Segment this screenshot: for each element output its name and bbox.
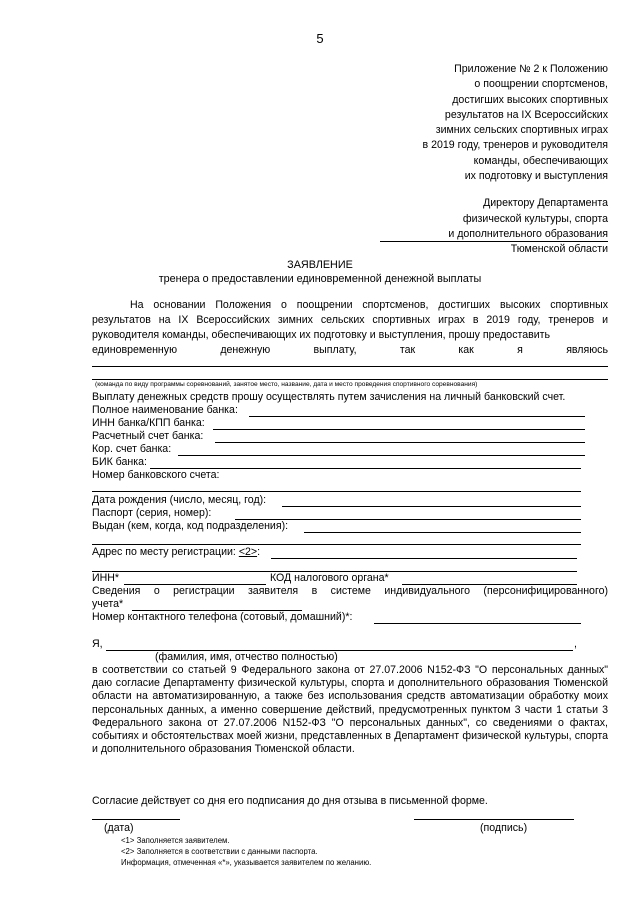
footnote-2-link[interactable]: <2> — [238, 546, 258, 558]
appendix-line: зимних сельских спортивных играх — [435, 124, 608, 137]
appendix-line: результатов на IX Всероссийских — [444, 108, 608, 121]
recipient-line: Тюменской области — [510, 243, 608, 256]
intro-last-line: единовременную денежную выплату, так как я являюсь — [92, 344, 608, 356]
bank-intro: Выплату денежных средств прошу осуществлять путем зачисления на личный банковский счет. — [92, 391, 566, 403]
intro-paragraph — [92, 298, 608, 344]
footnote-optional: Информация, отмеченная «*», указывается заявителем по желанию. — [121, 858, 372, 867]
issued-by-label: Выдан (кем, когда, код подразделения): — [92, 520, 289, 532]
bank-corr-field[interactable] — [178, 455, 585, 456]
command-caption: (команда по виду программы соревнований, занятое место, название, дата и место проведения спортивного соревнования) — [95, 381, 478, 388]
appendix-line: команды, обеспечивающих — [473, 154, 608, 167]
bank-account-number-field[interactable] — [92, 491, 581, 492]
addressee-block — [348, 62, 608, 258]
address-label: Адрес по месту регистрации: — [92, 546, 239, 558]
address-colon: : — [257, 546, 261, 558]
tax-code-label: КОД налогового органа* — [270, 572, 389, 584]
birth-date-label: Дата рождения (число, месяц, год): — [92, 494, 267, 506]
appendix-line: о поощрении спортсменов, — [474, 78, 608, 91]
footnote-2: <2> Заполняется в соответствии с данными паспорта. — [121, 847, 318, 856]
command-field-line[interactable] — [92, 379, 608, 380]
issued-by-field-extra[interactable] — [92, 544, 581, 545]
passport-label: Паспорт (серия, номер): — [92, 507, 212, 519]
signature-label: (подпись) — [480, 822, 528, 834]
bank-corr-label: Кор. счет банка: — [92, 443, 172, 455]
date-field[interactable] — [92, 819, 180, 820]
i-label: Я, — [92, 638, 103, 650]
snils-label: Сведения о регистрации заявителя в системе индивидуального (персонифицированного) — [92, 585, 608, 597]
snils-label-cont: учета* — [92, 598, 124, 610]
phone-field[interactable] — [374, 623, 581, 624]
applicant-name-line[interactable] — [380, 241, 608, 242]
footnote-1: <1> Заполняется заявителем. — [121, 836, 230, 845]
document-title: ЗАЯВЛЕНИЕ — [287, 259, 353, 271]
document-subtitle: тренера о предоставлении единовременной денежной выплаты — [158, 273, 482, 285]
phone-label: Номер контактного телефона (сотовый, домашний)*: — [92, 611, 353, 623]
bank-account-field[interactable] — [215, 442, 585, 443]
bank-account-label: Расчетный счет банка: — [92, 430, 204, 442]
intro-body: На основании Положения о поощрении спортсменов, достигших высоких спортивных результатов на IX Всероссийских зимних сельских спортивных играх в 2019 году, тренеров и руководителя команды, обеспечивающих их подготовку и выступления, прошу предоставить — [92, 299, 608, 342]
appendix-line: их подготовку и выступления — [464, 170, 608, 183]
date-label: (дата) — [104, 822, 134, 834]
consent-paragraph: в соответствии со статьей 9 Федерального закона от 27.07.2006 N152-ФЗ "О персональных данных" даю согласие Департаменту физической культуры, спорта и дополнительного образования Тюменской области на автоматизированную, а также без использования средств автоматизации обработку моих персональных данных, а именно совершение действий, предусмотренных пунктом 3 части 1 статьи 3 Федерального закона от 27.07.2006 N152-ФЗ "О персональных данных", со сведениями о фактах, событиях и обстоятельствах моей жизни, представленных в Департамент физической культуры, спорта и дополнительного образования Тюменской области. — [92, 664, 608, 756]
appendix-line: достигших высоких спортивных — [452, 93, 608, 106]
fio-caption: (фамилия, имя, отчество полностью) — [155, 651, 338, 663]
bank-account-number-label: Номер банковского счета: — [92, 469, 220, 481]
bank-inn-kpp-label: ИНН банка/КПП банка: — [92, 417, 205, 429]
bank-bik-label: БИК банка: — [92, 456, 147, 468]
bank-name-label: Полное наименование банка: — [92, 404, 238, 416]
bank-inn-kpp-field[interactable] — [213, 429, 585, 430]
address-field[interactable] — [271, 558, 577, 559]
comma: , — [574, 638, 577, 650]
page-number: 5 — [316, 31, 324, 46]
consent-validity: Согласие действует со дня его подписания до дня отзыва в письменной форме. — [92, 795, 488, 807]
recipient-line: и дополнительного образования — [448, 227, 608, 240]
recipient-line: Директору Департамента — [483, 197, 608, 210]
inn-label: ИНН* — [92, 572, 120, 584]
birth-date-field[interactable] — [282, 506, 581, 507]
appendix-line: Приложение № 2 к Положению — [454, 63, 608, 75]
signature-field[interactable] — [414, 819, 574, 820]
appendix-line: в 2019 году, тренеров и руководителя — [422, 139, 608, 152]
recipient-line: физической культуры, спорта — [462, 212, 608, 225]
bank-name-field[interactable] — [249, 416, 585, 417]
command-field-line[interactable] — [92, 366, 608, 367]
issued-by-field[interactable] — [304, 532, 581, 533]
